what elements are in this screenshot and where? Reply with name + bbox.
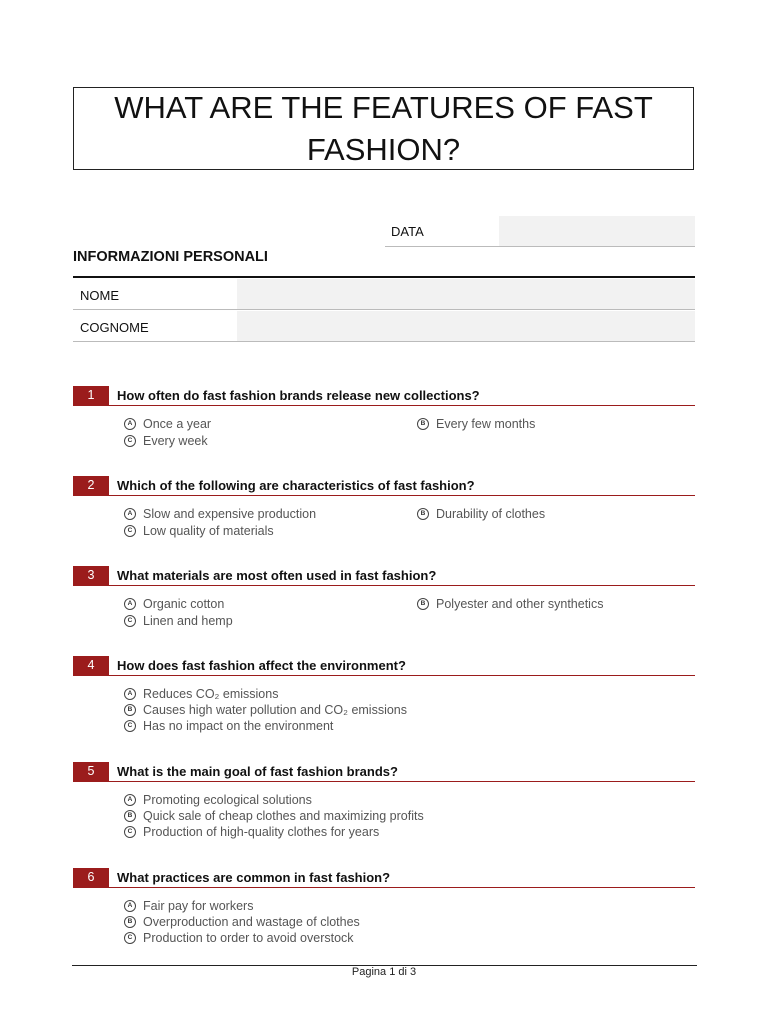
question-header <box>73 656 695 676</box>
option-b[interactable] <box>124 702 407 718</box>
question-number: 6 <box>73 868 109 887</box>
option-label: Promoting ecological solutions <box>143 793 312 807</box>
option-c-icon: C <box>124 435 136 447</box>
option-a[interactable] <box>124 792 312 808</box>
name-label: NOME <box>80 288 119 303</box>
question-number: 1 <box>73 386 109 405</box>
question-6 <box>73 868 695 950</box>
option-c-icon: C <box>124 525 136 537</box>
option-label: Every few months <box>436 417 536 431</box>
option-a[interactable] <box>124 416 211 432</box>
option-b[interactable] <box>417 506 545 522</box>
option-label: Durability of clothes <box>436 507 546 521</box>
option-label: Fair pay for workers <box>143 899 254 913</box>
option-b-icon: B <box>124 704 136 716</box>
options <box>124 898 695 950</box>
question-4 <box>73 656 695 738</box>
question-2 <box>73 476 695 558</box>
option-a-icon: A <box>124 508 136 520</box>
question-text: What is the main goal of fast fashion brands? <box>117 764 398 779</box>
option-a[interactable] <box>124 686 278 702</box>
options <box>124 506 695 558</box>
option-b[interactable] <box>417 416 535 432</box>
option-b[interactable] <box>124 808 424 824</box>
option-a-icon: A <box>124 418 136 430</box>
question-3 <box>73 566 695 648</box>
option-c[interactable] <box>124 824 379 840</box>
option-b-icon: B <box>124 810 136 822</box>
options <box>124 596 695 648</box>
option-label: Causes high water pollution and CO₂ emissions <box>143 703 408 717</box>
option-a[interactable] <box>124 596 224 612</box>
question-header <box>73 868 695 888</box>
document-title: WHAT ARE THE FEATURES OF FAST FASHION? <box>73 87 694 170</box>
surname-row <box>73 311 695 342</box>
option-a[interactable] <box>124 506 316 522</box>
option-label: Overproduction and wastage of clothes <box>143 915 360 929</box>
option-label: Linen and hemp <box>143 614 233 628</box>
option-c-icon: C <box>124 932 136 944</box>
option-b-icon: B <box>417 418 429 430</box>
option-b-icon: B <box>417 598 429 610</box>
name-field[interactable] <box>237 279 695 309</box>
question-header <box>73 762 695 782</box>
option-c[interactable] <box>124 718 333 734</box>
option-a-icon: A <box>124 598 136 610</box>
option-label: Low quality of materials <box>143 524 274 538</box>
surname-field[interactable] <box>237 311 695 341</box>
option-b-icon: B <box>417 508 429 520</box>
option-c[interactable] <box>124 613 233 629</box>
option-a-icon: A <box>124 900 136 912</box>
question-5 <box>73 762 695 844</box>
question-header <box>73 386 695 406</box>
question-number: 5 <box>73 762 109 781</box>
options <box>124 792 695 844</box>
option-label: Has no impact on the environment <box>143 719 334 733</box>
question-number: 4 <box>73 656 109 675</box>
option-label: Once a year <box>143 417 212 431</box>
question-number: 3 <box>73 566 109 585</box>
option-b-icon: B <box>124 916 136 928</box>
surname-label: COGNOME <box>80 320 149 335</box>
option-label: Slow and expensive production <box>143 507 317 521</box>
date-row <box>385 216 695 247</box>
option-c-icon: C <box>124 615 136 627</box>
option-label: Reduces CO₂ emissions <box>143 687 279 701</box>
options <box>124 686 695 738</box>
option-a-icon: A <box>124 794 136 806</box>
option-label: Every week <box>143 434 208 448</box>
option-c[interactable] <box>124 433 208 449</box>
option-c-icon: C <box>124 720 136 732</box>
page-number: Pagina 1 di 3 <box>351 966 417 978</box>
date-field[interactable] <box>499 216 695 246</box>
option-label: Polyester and other synthetics <box>436 597 604 611</box>
name-row <box>73 279 695 310</box>
option-c[interactable] <box>124 523 274 539</box>
question-text: What practices are common in fast fashion? <box>117 870 391 885</box>
question-text: How often do fast fashion brands release new collections? <box>117 388 480 403</box>
question-1 <box>73 386 695 468</box>
option-b[interactable] <box>124 914 360 930</box>
question-text: What materials are most often used in fast fashion? <box>117 568 437 583</box>
option-label: Quick sale of cheap clothes and maximizing profits <box>143 809 424 823</box>
option-b[interactable] <box>417 596 603 612</box>
option-label: Organic cotton <box>143 597 225 611</box>
date-label: DATA <box>391 224 424 239</box>
options <box>124 416 695 468</box>
question-text: Which of the following are characteristics of fast fashion? <box>117 478 475 493</box>
option-a[interactable] <box>124 898 253 914</box>
option-a-icon: A <box>124 688 136 700</box>
option-c[interactable] <box>124 930 354 946</box>
personal-info-heading: INFORMAZIONI PERSONALI <box>73 249 268 265</box>
option-label: Production to order to avoid overstock <box>143 931 354 945</box>
option-label: Production of high-quality clothes for years <box>143 825 380 839</box>
option-c-icon: C <box>124 826 136 838</box>
question-text: How does fast fashion affect the environment? <box>117 658 406 673</box>
question-header <box>73 476 695 496</box>
question-number: 2 <box>73 476 109 495</box>
question-header <box>73 566 695 586</box>
personal-info-table <box>73 276 695 342</box>
